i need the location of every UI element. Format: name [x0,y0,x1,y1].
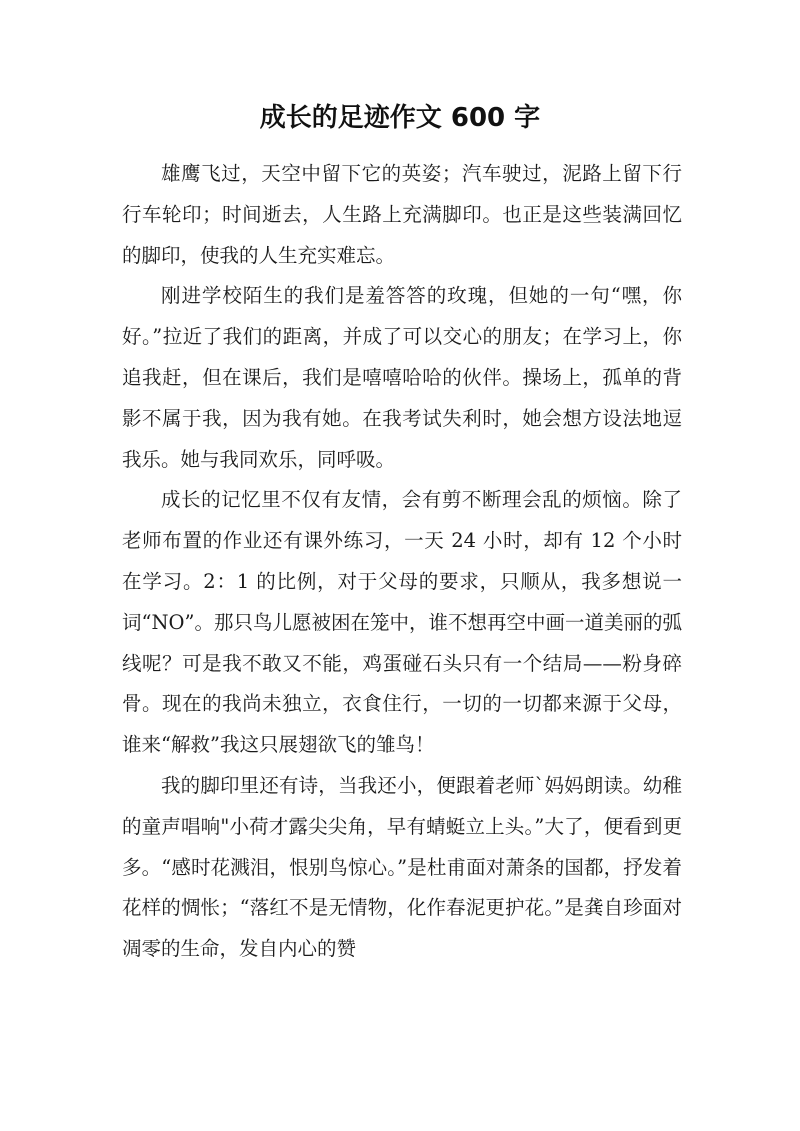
document-title: 成长的足迹作文 600 字 [259,103,541,133]
document-body [122,154,682,970]
paragraph-1: 雄鹰飞过，天空中留下它的英姿；汽车驶过，泥路上留下行行车轮印；时间逝去，人生路上充满脚印。也正是这些装满回忆的脚印，使我的人生充实难忘。 [122,162,682,267]
paragraph-3: 成长的记忆里不仅有友情，会有剪不断理会乱的烦恼。除了老师布置的作业还有课外练习，一天 24 小时，却有 12 个小时在学习。2：1 的比例，对于父母的要求，只顺从，我多想说一词“NO”。那只鸟儿愿被困在笼中，谁不想再空中画一道美丽的弧线呢？可是我不敢又不能，鸡蛋碰石头只有一个结局——粉身碎骨。现在的我尚未独立，衣食住行，一切的一切都来源于父母，谁来“解救”我这只展翅欲飞的雏鸟！ [122,488,682,757]
paragraph-2: 刚进学校陌生的我们是羞答答的玫瑰，但她的一句“嘿，你好。”拉近了我们的距离，并成了可以交心的朋友；在学习上，你追我赶，但在课后，我们是嘻嘻哈哈的伙伴。操场上，孤单的背影不属于我，因为我有她。在我考试失利时，她会想方设法地逗我乐。她与我同欢乐，同呼吸。 [122,284,682,471]
paragraph-4: 我的脚印里还有诗，当我还小，便跟着老师`妈妈朗读。幼稚的童声唱响"小荷才露尖尖角，早有蜻蜓立上头。”大了，便看到更多。“感时花溅泪，恨别鸟惊心。”是杜甫面对萧条的国都，抒发着花样的惆怅；“落红不是无情物，化作春泥更护花。”是龚自珍面对凋零的生命，发自内心的赞 [122,773,682,961]
